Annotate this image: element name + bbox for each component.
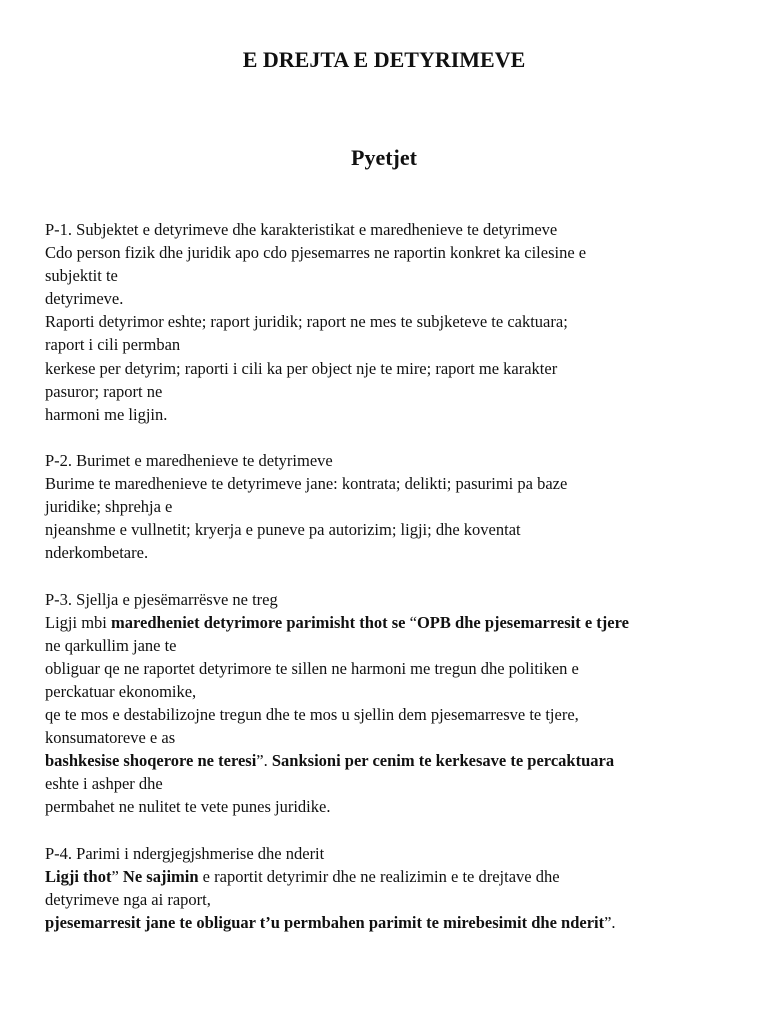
question-section-4 bbox=[45, 842, 735, 934]
paragraph-line: konsumatoreve e as bbox=[45, 728, 176, 748]
paragraph-line: detyrimeve. bbox=[45, 289, 124, 309]
question-section-3 bbox=[45, 588, 735, 819]
text-run: “ bbox=[405, 612, 417, 632]
paragraph-line: nderkombetare. bbox=[45, 543, 149, 563]
paragraph-line: pasuror; raport ne bbox=[45, 381, 163, 401]
section-heading: P-1. Subjektet e detyrimeve dhe karakteristikat e maredhenieve te detyrimeve bbox=[45, 220, 558, 239]
bold-text-run: bashkesise shoqerore ne teresi bbox=[45, 751, 257, 771]
bold-text-run: OPB dhe pjesemarresit e tjere bbox=[416, 612, 629, 632]
paragraph-line bbox=[45, 911, 735, 934]
page-subtitle: Pyetjet bbox=[351, 145, 417, 170]
document-body bbox=[45, 218, 735, 957]
text-run: Ligji mbi bbox=[45, 612, 111, 632]
paragraph-line bbox=[45, 749, 735, 772]
paragraph-line: kerkese per detyrim; raporti i cili ka per object nje te mire; raport me karakter bbox=[45, 358, 558, 378]
section-heading: P-4. Parimi i ndergjegjshmerise dhe nderit bbox=[45, 843, 325, 863]
paragraph-line: subjektit te bbox=[45, 266, 118, 286]
paragraph-line: njeanshme e vullnetit; kryerja e puneve pa autorizim; ligji; dhe koventat bbox=[45, 520, 521, 540]
question-section-1 bbox=[45, 218, 735, 426]
text-run: ”. bbox=[256, 751, 272, 771]
bold-text-run: pjesemarresit jane te obliguar t’u permbahen parimit te mirebesimit dhe nderit bbox=[45, 912, 605, 932]
paragraph-line: qe te mos e destabilizojne tregun dhe te mos u sjellin dem pjesemarresve te tjere, bbox=[45, 704, 579, 724]
paragraph-line: Burime te maredhenieve te detyrimeve jane: kontrata; delikti; pasurimi pa baze bbox=[45, 474, 568, 494]
paragraph-line: obliguar qe ne raportet detyrimore te sillen ne harmoni me tregun dhe politiken e bbox=[45, 658, 579, 678]
bold-text-run: maredheniet detyrimore parimisht thot se bbox=[111, 612, 406, 632]
text-run: ”. bbox=[604, 912, 616, 932]
paragraph-line bbox=[45, 611, 735, 634]
paragraph-line: ne qarkullim jane te bbox=[45, 635, 177, 655]
paragraph-line: detyrimeve nga ai raport, bbox=[45, 889, 211, 909]
bold-text-run: Ligji thot bbox=[45, 866, 112, 886]
paragraph-line: perckatuar ekonomike, bbox=[45, 681, 197, 701]
page-title: E DREJTA E DETYRIMEVE bbox=[242, 47, 526, 72]
question-section-2 bbox=[45, 449, 735, 564]
text-run: e raportit detyrimir dhe ne realizimin e te drejtave dhe bbox=[198, 866, 560, 886]
paragraph-line: Cdo person fizik dhe juridik apo cdo pjesemarres ne raportin konkret ka cilesine e bbox=[45, 243, 587, 263]
bold-text-run: Ne sajimin bbox=[122, 866, 199, 886]
paragraph-line: Raporti detyrimor eshte; raport juridik; raport ne mes te subjketeve te caktuara; bbox=[45, 312, 568, 332]
section-heading: P-2. Burimet e maredhenieve te detyrimeve bbox=[45, 450, 333, 470]
paragraph-line: permbahet ne nulitet te vete punes juridike. bbox=[45, 797, 331, 817]
bold-text-run: Sanksioni per cenim te kerkesave te percaktuara bbox=[271, 751, 615, 771]
paragraph-line: harmoni me ligjin. bbox=[45, 404, 168, 424]
paragraph-line: raport i cili permban bbox=[45, 335, 181, 355]
paragraph-line: eshte i ashper dhe bbox=[45, 774, 163, 794]
text-run: ” bbox=[111, 866, 123, 886]
paragraph-line: juridike; shprehja e bbox=[45, 497, 173, 517]
section-heading: P-3. Sjellja e pjesëmarrësve ne treg bbox=[45, 589, 278, 609]
paragraph-line bbox=[45, 865, 735, 888]
